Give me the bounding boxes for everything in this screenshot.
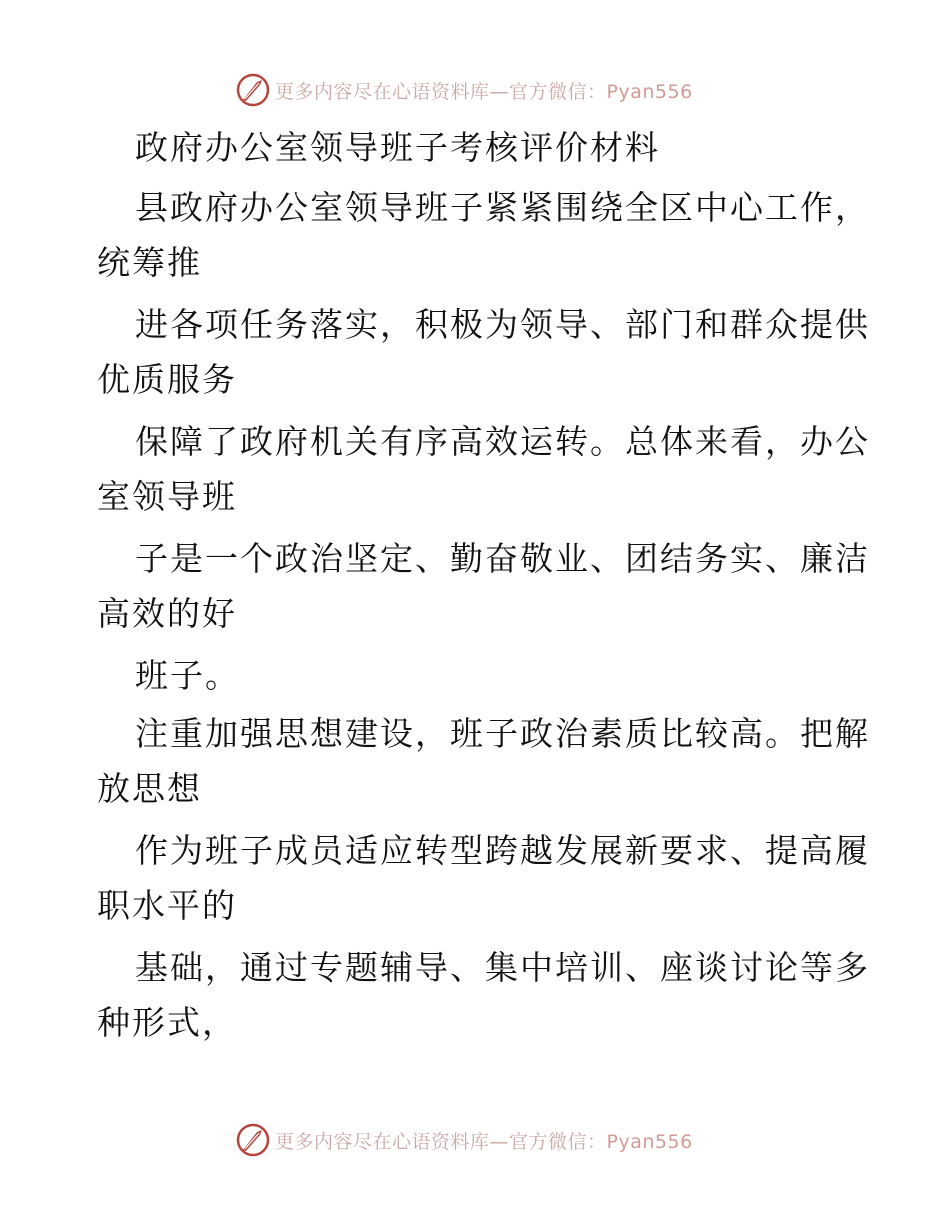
- document-title: 政府办公室领导班子考核评价材料: [135, 128, 660, 167]
- paragraph-line: 进各项任务落实，积极为领导、部门和群众提供: [135, 305, 870, 344]
- watermark-text: [275, 1127, 693, 1154]
- paragraph-line: 县政府办公室领导班子紧紧围绕全区中心工作，: [135, 188, 870, 227]
- paragraph-line: 职水平的: [97, 886, 237, 925]
- watermark-wechat-id: Pyan556: [606, 1130, 693, 1153]
- watermark-wechat-id: Pyan556: [606, 80, 693, 103]
- paragraph-line: 优质服务: [97, 360, 237, 399]
- paragraph-line: 室领导班: [97, 477, 237, 516]
- paragraph-line: 作为班子成员适应转型跨越发展新要求、提高履: [135, 831, 870, 870]
- watermark-prefix: 更多内容尽在心语资料库—官方微信：: [275, 80, 607, 103]
- footer-watermark: [235, 1122, 693, 1158]
- paragraph-line: 高效的好: [97, 594, 237, 633]
- paragraph-line: 注重加强思想建设，班子政治素质比较高。把解: [135, 714, 870, 753]
- header-watermark: [235, 72, 693, 108]
- paragraph-line: 班子。: [135, 656, 240, 695]
- quill-pen-icon: [235, 72, 271, 108]
- paragraph-line: 子是一个政治坚定、勤奋敬业、团结务实、廉洁: [135, 539, 870, 578]
- watermark-text: [275, 77, 693, 104]
- paragraph-line: 种形式，: [97, 1003, 237, 1042]
- quill-pen-icon: [235, 1122, 271, 1158]
- paragraph-line: 统筹推: [97, 243, 202, 282]
- paragraph-line: 保障了政府机关有序高效运转。总体来看，办公: [135, 422, 870, 461]
- paragraph-line: 基础，通过专题辅导、集中培训、座谈讨论等多: [135, 948, 870, 987]
- paragraph-line: 放思想: [97, 769, 202, 808]
- watermark-prefix: 更多内容尽在心语资料库—官方微信：: [275, 1130, 607, 1153]
